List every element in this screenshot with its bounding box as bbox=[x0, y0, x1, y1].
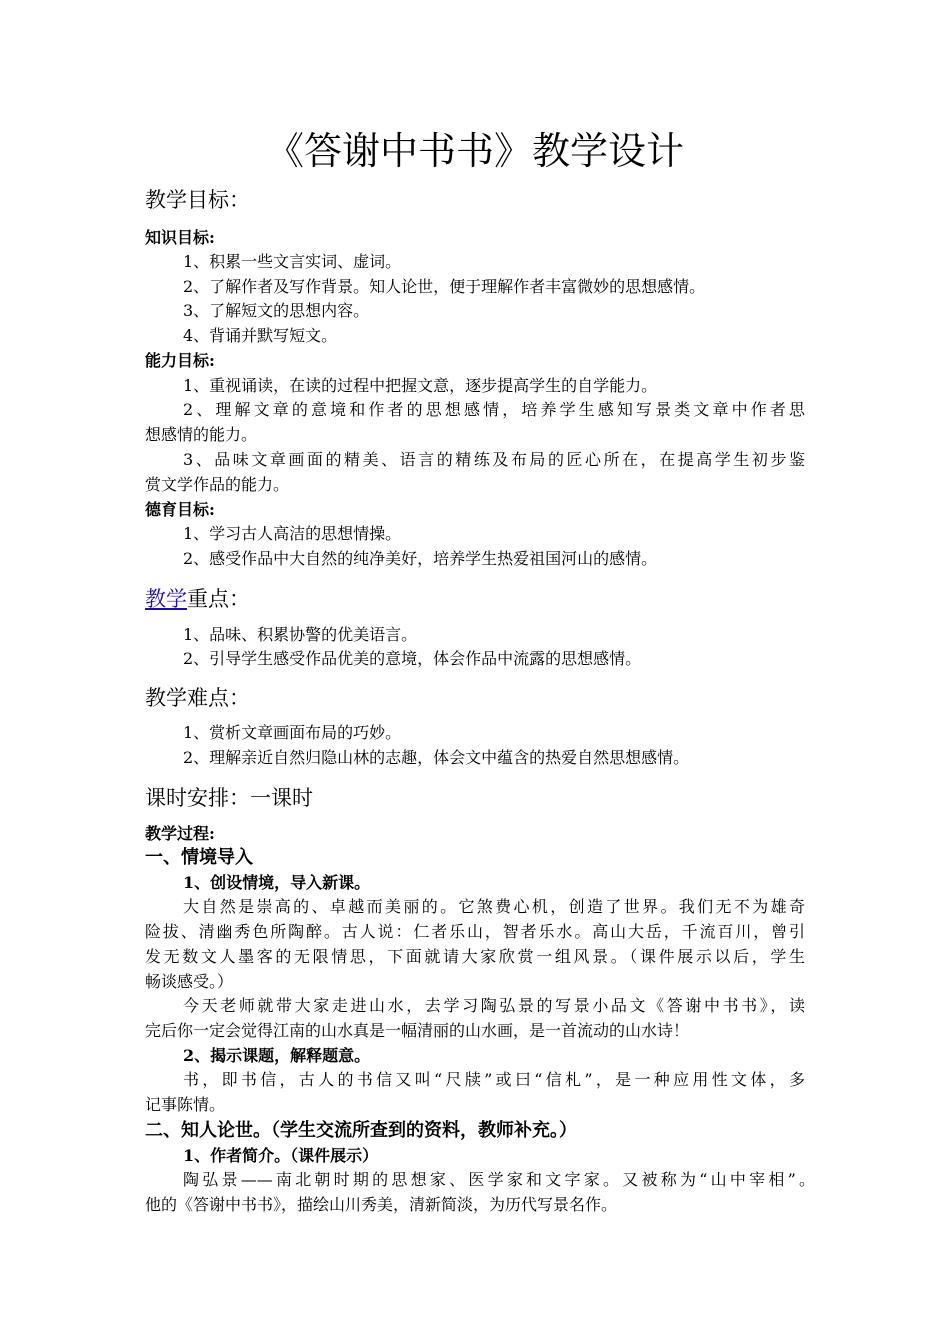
key-item-1: 1、品味、积累协警的优美语言。 bbox=[183, 625, 418, 644]
paragraph-3-line-2: 记事陈情。 bbox=[145, 1095, 226, 1114]
ability-item-1: 1、重视诵读，在读的过程中把握文意，逐步提高学生的自学能力。 bbox=[183, 376, 658, 395]
paragraph-1-line-1: 大自然是崇高的、卓越而美丽的。它煞费心机，创造了世界。我们无不为雄奇 bbox=[183, 897, 805, 916]
teaching-goals-heading: 教学目标： bbox=[145, 188, 250, 212]
process-heading: 教学过程: bbox=[145, 824, 215, 843]
schedule-heading: 课时安排：一课时 bbox=[145, 786, 313, 810]
paragraph-3-line-1: 书，即书信，古人的书信又叫“尺牍”或曰“信札”，是一种应用性文体，多 bbox=[183, 1070, 805, 1089]
key-points-heading-rest: 重点： bbox=[187, 587, 250, 611]
step-3-heading: 1、作者简介。（课件展示） bbox=[183, 1146, 379, 1165]
ability-item-2-line-2: 想感情的能力。 bbox=[145, 425, 258, 444]
step-1-heading: 1、创设情境，导入新课。 bbox=[183, 873, 371, 892]
moral-item-1: 1、学习古人高洁的思想情操。 bbox=[183, 524, 402, 543]
part-1-heading: 一、情境导入 bbox=[145, 847, 253, 868]
ability-item-2-line-1: 2、理解文章的意境和作者的思想感情，培养学生感知写景类文章中作者思 bbox=[183, 400, 805, 419]
paragraph-4-line-1: 陶弘景——南北朝时期的思想家、医学家和文字家。又被称为“山中宰相”。 bbox=[183, 1170, 815, 1189]
paragraph-2-line-2: 完后你一定会觉得江南的山水真是一幅清丽的山水画，是一首流动的山水诗！ bbox=[145, 1021, 690, 1040]
key-points-link[interactable]: 教学 bbox=[145, 587, 187, 611]
knowledge-item-1: 1、积累一些文言实词、虚词。 bbox=[183, 252, 402, 271]
difficulty-item-2: 2、理解亲近自然归隐山林的志趣，体会文中蕴含的热爱自然思想感情。 bbox=[183, 748, 690, 767]
ability-item-3-line-1: 3、品味文章画面的精美、语言的精练及布局的匠心所在，在提高学生初步鉴 bbox=[183, 450, 805, 469]
ability-item-3-line-2: 赏文学作品的能力。 bbox=[145, 475, 290, 494]
paragraph-1-line-4: 畅谈感受。） bbox=[145, 972, 234, 991]
document-title: 《答谢中书书》教学设计 bbox=[265, 129, 684, 173]
moral-item-2: 2、感受作品中大自然的纯净美好，培养学生热爱祖国河山的感情。 bbox=[183, 549, 658, 568]
paragraph-2-line-1: 今天老师就带大家走进山水，去学习陶弘景的写景小品文《答谢中书书》，读 bbox=[183, 996, 805, 1015]
step-2-heading: 2、揭示课题，解释题意。 bbox=[183, 1046, 371, 1065]
ability-goals-heading: 能力目标: bbox=[145, 351, 215, 370]
paragraph-4-line-2: 他的《答谢中书书》，描绘山川秀美，清新简淡，为历代写景名作。 bbox=[145, 1195, 618, 1214]
knowledge-item-4: 4、背诵并默写短文。 bbox=[183, 326, 338, 345]
knowledge-item-3: 3、了解短文的思想内容。 bbox=[183, 301, 370, 320]
part-2-heading: 二、知人论世。（学生交流所查到的资料，教师补充。） bbox=[145, 1120, 577, 1141]
paragraph-1-line-3: 发无数文人墨客的无限情思，下面就请大家欣赏一组风景。（课件展示以后，学生 bbox=[145, 947, 805, 966]
difficulty-heading: 教学难点： bbox=[145, 686, 250, 710]
key-item-2: 2、引导学生感受作品优美的意境，体会作品中流露的思想感情。 bbox=[183, 649, 642, 668]
moral-goals-heading: 德育目标: bbox=[145, 500, 215, 519]
paragraph-1-line-2: 险拔、清幽秀色所陶醉。古人说：仁者乐山，智者乐水。高山大岳，千流百川，曾引 bbox=[145, 922, 805, 941]
difficulty-item-1: 1、赏析文章画面布局的巧妙。 bbox=[183, 723, 402, 742]
key-points-heading bbox=[145, 585, 250, 613]
knowledge-goals-heading: 知识目标: bbox=[145, 228, 215, 247]
knowledge-item-2: 2、了解作者及写作背景。知人论世，便于理解作者丰富微妙的思想感情。 bbox=[183, 277, 706, 296]
